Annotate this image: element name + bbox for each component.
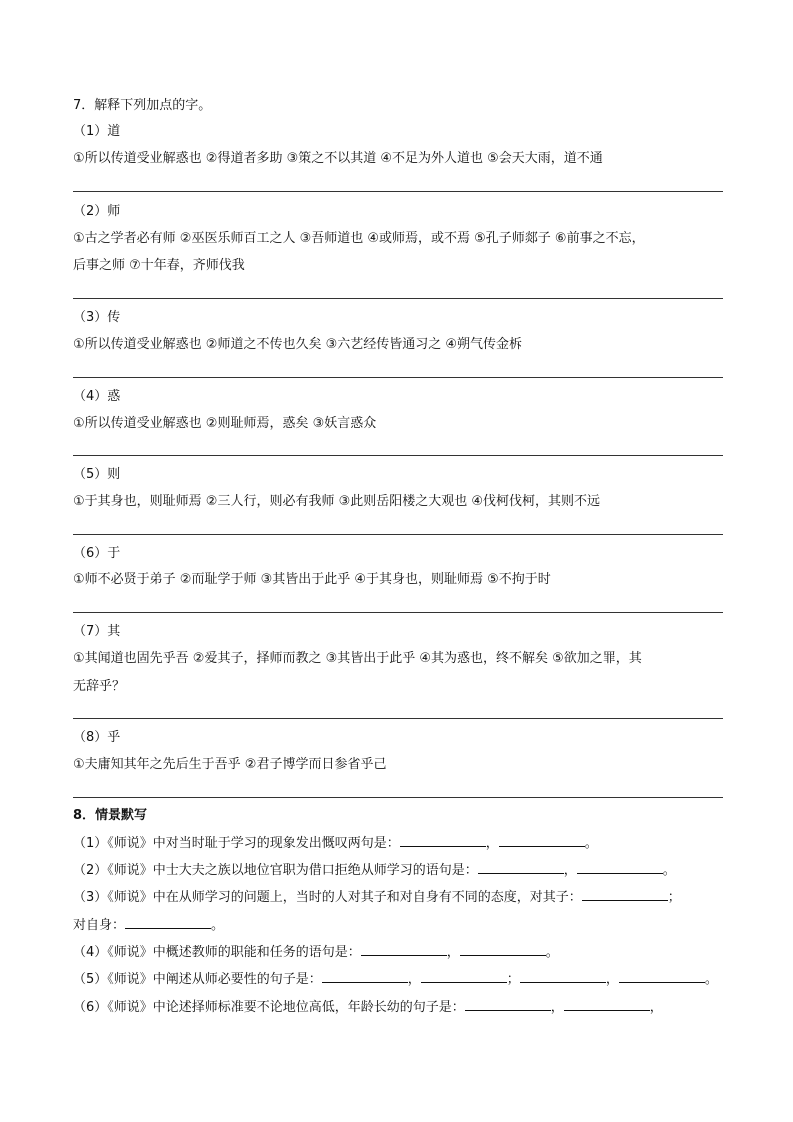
punctuation: ， bbox=[563, 863, 577, 878]
group-5-line-1: ①于其身也，则耻师焉 ②三人行，则必有我师 ③此则岳阳楼之大观也 ④伐柯伐柯，其则不远 bbox=[73, 494, 601, 509]
group-5-label: （5）则 bbox=[73, 467, 121, 482]
dictation-prompt: （4）《师说》中概述教师的职能和任务的语句是： bbox=[73, 945, 361, 960]
answer-blank[interactable] bbox=[400, 834, 486, 847]
group-3-line-1: ①所以传道受业解惑也 ②师道之不传也久矣 ③六艺经传皆通习之 ④朔气传金柝 bbox=[73, 337, 523, 352]
answer-blank[interactable] bbox=[582, 888, 668, 901]
group-4-label: （4）惑 bbox=[73, 389, 121, 404]
dictation-prompt: （6）《师说》中论述择师标准要不论地位高低，年龄长幼的句子是： bbox=[73, 1000, 465, 1015]
dictation-prompt: （2）《师说》中士大夫之族以地位官职为借口拒绝从师学习的语句是： bbox=[73, 863, 478, 878]
divider bbox=[73, 612, 723, 613]
divider bbox=[73, 298, 723, 299]
answer-blank[interactable] bbox=[361, 943, 447, 956]
group-7-line-2: 无辞乎？ bbox=[73, 679, 126, 694]
answer-blank[interactable] bbox=[465, 998, 551, 1011]
punctuation: ； bbox=[506, 972, 520, 987]
divider bbox=[73, 191, 723, 192]
punctuation: ； bbox=[667, 890, 681, 905]
answer-blank[interactable] bbox=[460, 943, 546, 956]
punctuation: ， bbox=[649, 1000, 663, 1015]
question-8-title: 8．情景默写 bbox=[73, 808, 148, 823]
group-3-label: （3）传 bbox=[73, 310, 121, 325]
dictation-item-3 bbox=[73, 888, 681, 907]
dictation-item-2 bbox=[73, 861, 676, 880]
punctuation: 。 bbox=[545, 945, 559, 960]
punctuation: 。 bbox=[584, 836, 598, 851]
divider bbox=[73, 455, 723, 456]
divider bbox=[73, 377, 723, 378]
punctuation: 。 bbox=[704, 972, 718, 987]
punctuation: 。 bbox=[211, 918, 225, 933]
dictation-item-1 bbox=[73, 834, 598, 853]
dictation-prompt: （1）《师说》中对当时耻于学习的现象发出慨叹两句是： bbox=[73, 836, 400, 851]
divider bbox=[73, 534, 723, 535]
answer-blank[interactable] bbox=[125, 916, 211, 929]
dictation-item-6 bbox=[73, 998, 663, 1017]
group-2-line-1: ①古之学者必有师 ②巫医乐师百工之人 ③吾师道也 ④或师焉，或不焉 ⑤孔子师郯子 ⑥前事之不忘， bbox=[73, 231, 645, 246]
answer-blank[interactable] bbox=[499, 834, 585, 847]
group-7-label: （7）其 bbox=[73, 624, 121, 639]
answer-blank[interactable] bbox=[421, 970, 507, 983]
punctuation: ， bbox=[407, 972, 421, 987]
answer-blank[interactable] bbox=[322, 970, 408, 983]
punctuation: ， bbox=[485, 836, 499, 851]
answer-blank[interactable] bbox=[577, 861, 663, 874]
question-7-title: 7．解释下列加点的字。 bbox=[73, 98, 212, 113]
divider bbox=[73, 797, 723, 798]
answer-blank[interactable] bbox=[520, 970, 606, 983]
group-2-label: （2）师 bbox=[73, 204, 121, 219]
dictation-item-5 bbox=[73, 970, 718, 989]
group-8-line-1: ①夫庸知其年之先后生于吾乎 ②君子博学而日参省乎己 bbox=[73, 757, 387, 772]
group-7-line-1: ①其闻道也固先乎吾 ②爱其子，择师而教之 ③其皆出于此乎 ④其为惑也，终不解矣 ⑤欲加之罪，其 bbox=[73, 651, 642, 666]
answer-blank[interactable] bbox=[564, 998, 650, 1011]
dictation-item-3-continued bbox=[73, 916, 224, 935]
punctuation: ， bbox=[446, 945, 460, 960]
group-1-label: （1）道 bbox=[73, 124, 121, 139]
group-6-line-1: ①师不必贤于弟子 ②而耻学于师 ③其皆出于此乎 ④于其身也，则耻师焉 ⑤不拘于时 bbox=[73, 572, 551, 587]
group-1-line-1: ①所以传道受业解惑也 ②得道者多助 ③策之不以其道 ④不足为外人道也 ⑤会天大雨，道不通 bbox=[73, 151, 603, 166]
answer-blank[interactable] bbox=[478, 861, 564, 874]
dictation-item-4 bbox=[73, 943, 559, 962]
group-2-line-2: 后事之师 ⑦十年春，齐师伐我 bbox=[73, 258, 245, 273]
worksheet-page bbox=[73, 0, 723, 1122]
punctuation: ， bbox=[605, 972, 619, 987]
punctuation: 。 bbox=[662, 863, 676, 878]
dictation-prompt: （5）《师说》中阐述从师必要性的句子是： bbox=[73, 972, 322, 987]
divider bbox=[73, 718, 723, 719]
punctuation: ， bbox=[550, 1000, 564, 1015]
dictation-prompt: 对自身： bbox=[73, 918, 126, 933]
group-8-label: （8）乎 bbox=[73, 730, 121, 745]
group-6-label: （6）于 bbox=[73, 546, 121, 561]
group-4-line-1: ①所以传道受业解惑也 ②则耻师焉，惑矣 ③妖言惑众 bbox=[73, 416, 377, 431]
answer-blank[interactable] bbox=[619, 970, 705, 983]
dictation-prompt: （3）《师说》中在从师学习的问题上，当时的人对其子和对自身有不同的态度，对其子： bbox=[73, 890, 582, 905]
